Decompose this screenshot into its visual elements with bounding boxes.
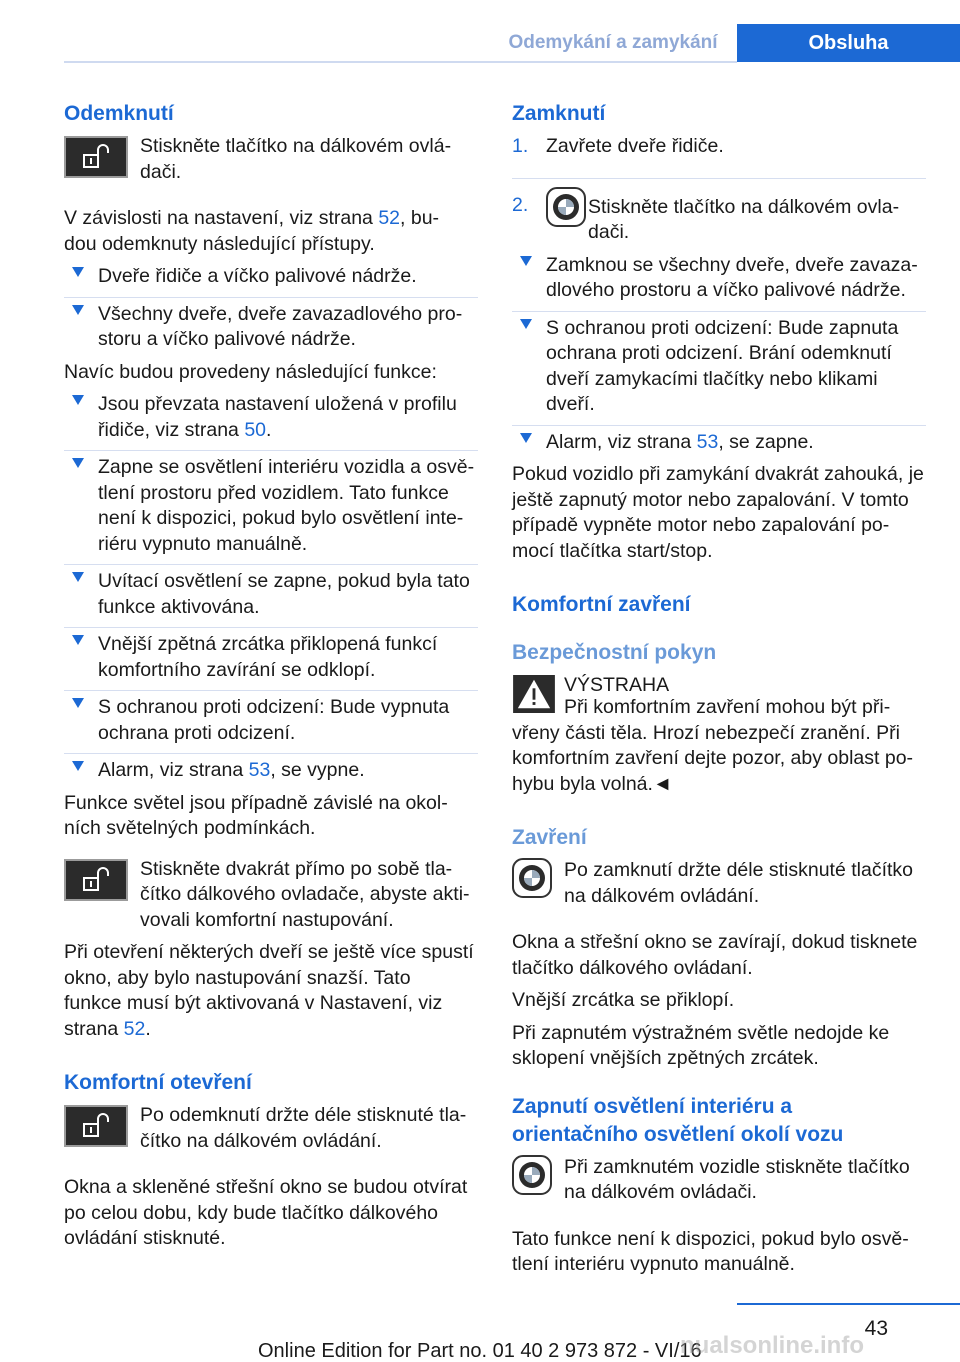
comfort-opening-instruction [64,1103,478,1154]
list-item-text: Zapne se osvětlení interiéru vozidla a osvě- tlení prostoru před vozidlem. Tato funkce není k dispozici, pokud bylo osvětlení inte- riéru vypnuto manuálně. [98,456,475,555]
step-number: 2. [512,193,529,216]
light-functions-paragraph: Funkce světel jsou případně závislé na okol- ních světelných podmínkách. [64,791,448,839]
triangle-bullet-icon [72,698,84,708]
warning-label: VÝSTRAHA [564,674,670,696]
text-span: Alarm, viz strana [546,430,697,453]
edition-text: Online Edition for Part no. 01 40 2 973 872 - VI/16 [258,1340,702,1362]
step-number: 1. [512,135,529,157]
text-span: , se zapne. [718,430,814,453]
triangle-bullet-icon [520,319,532,329]
comfort-entry-instruction [64,857,478,934]
step-text: Stiskněte tlačítko na dálkovém ovla- dači. [588,195,900,243]
mirrors-fold-paragraph: Vnější zrcátka se přiklopí. [512,989,735,1011]
bmw-key-icon [546,187,586,227]
list-item-text: S ochranou proti odcizení: Bude zapnuta ochrana proti odcizení. Brání odemknutí dveří zamykacími tlačítky nebo klikami dveří. [546,316,899,415]
list-item-text: Uvítací osvětlení se zapne, pokud byla tato funkce aktivována. [98,570,470,618]
interior-lighting-heading: Zapnutí osvětlení interiéru a orientačního osvětlení okolí vozu [512,1094,844,1146]
unlock-access-list [64,264,478,353]
warning-text: Při komfortním zavření mohou být při- vřeny části těla. Hrozí nebezpečí zranění. Při komfortním zavření dejte pozor, aby oblast po- hybu byla volná.◄ [512,696,914,795]
list-item-text: Dveře řidiče a víčko palivové nádrže. [98,265,417,287]
list-item [64,450,478,557]
closing-instruction [512,858,926,909]
triangle-bullet-icon [72,267,84,277]
comfort-opening-heading: Komfortní otevření [64,1071,252,1094]
lock-steps [512,134,926,243]
windows-close-paragraph: Okna a střešní okno se zavírají, dokud tisknete tlačítko dálkového ovládaní. [512,931,918,979]
text-span: , bu- dou odemknuty následující přístupy. [64,207,440,255]
header-section-title: Odemykání a zamykání [508,32,718,53]
right-column [512,100,926,1285]
triangle-bullet-icon [520,256,532,266]
left-column [64,100,478,1259]
list-item [64,690,478,746]
text-span: Jsou převzata nastavení uložená v profilu řidiče, viz strana [98,393,457,441]
lock-results-list [512,253,926,456]
additional-functions-paragraph: Navíc budou provedeny následující funkce: [64,360,437,383]
unlock-instruction [64,134,478,185]
step-text: Zavřete dveře řidiče. [546,135,724,157]
list-item [64,297,478,353]
list-item [64,264,478,290]
warning-triangle-icon [512,675,556,713]
triangle-bullet-icon [72,572,84,582]
header-divider [64,61,737,63]
unlock-heading: Odemknutí [64,102,174,125]
step-item [512,178,926,243]
horn-warning-paragraph: Pokud vozidlo při zamykání dvakrát zahouká, je ještě zapnutý motor nebo zapalování. V tomto případě vypněte motor nebo zapalování po- mocí tlačítka start/stop. [512,463,924,562]
page-link-52[interactable]: 52 [123,1017,146,1040]
watermark: nualsonline.info [680,1332,864,1359]
list-item-text: Vnější zpětná zrcátka přiklopená funkcí komfortního zavírání se odklopí. [98,633,438,681]
text-span: . [145,1017,151,1040]
unlock-button-icon [64,1105,128,1147]
triangle-bullet-icon [72,635,84,645]
closing-text: Po zamknutí držte déle stisknuté tlačítko na dálkovém ovládání. [564,859,914,907]
list-item [64,564,478,620]
list-item-text: Zamknou se všechny dveře, dveře zavaza- dlového prostoru a víčko palivové nádrže. [546,253,918,301]
page-link-52[interactable]: 52 [378,207,401,229]
interior-lighting-text: Při zamknutém vozidle stiskněte tlačítko na dálkovém ovládači. [564,1155,910,1203]
list-item [512,253,926,304]
hazard-lights-paragraph: Při zapnutém výstražném světle nedojde ke sklopení vnějších zpětných zrcátek. [512,1021,890,1069]
step-item [512,134,926,160]
lock-heading: Zamknutí [512,102,606,125]
closing-heading: Zavření [512,826,587,849]
text-span: . [266,418,272,441]
text-span: Alarm, viz strana [98,759,249,781]
interior-lighting-instruction [512,1155,926,1206]
comfort-closing-heading: Komfortní zavření [512,593,691,616]
triangle-bullet-icon [520,433,532,443]
unlock-icon-text: Stiskněte tlačítko na dálkovém ovlá- dači. [140,135,452,183]
list-item-text: S ochranou proti odcizení: Bude vypnuta ochrana proti odcizení. [98,696,450,744]
list-item [512,311,926,418]
text-span: Při otevření některých dveří se ještě více spustí okno, aby bylo nastupování snazší. Tato funkce musí být aktivovaná v Nastavení, viz strana [64,941,474,1040]
unlock-button-icon [64,136,128,178]
triangle-bullet-icon [72,395,84,405]
unlock-settings-paragraph [64,206,478,257]
list-item-text [546,431,814,453]
footer-divider [737,1303,960,1305]
triangle-bullet-icon [72,458,84,468]
comfort-entry-text: Stiskněte dvakrát přímo po sobě tla- čítko dálkového ovladače, abyste akti- vovali komfortní nastupování. [140,857,470,931]
triangle-bullet-icon [72,761,84,771]
list-item [64,627,478,683]
list-item-text [98,759,365,781]
page-number: 43 [864,1317,888,1340]
page-link-53[interactable]: 53 [248,759,271,781]
list-item [64,392,478,443]
comfort-opening-text: Po odemknutí držte déle stisknuté tla- čítko na dálkovém ovládání. [140,1104,467,1152]
list-item-text [98,393,457,441]
unlock-button-icon [64,859,128,901]
step-icon-row [546,187,926,243]
window-lowering-paragraph [64,940,478,1042]
bmw-key-icon [512,1155,552,1195]
safety-heading: Bezpečnostní pokyn [512,641,717,664]
windows-open-paragraph: Okna a skleněné střešní okno se budou otvírat po celou dobu, kdy bude tlačítko dálkového ovládání stisknuté. [64,1176,468,1249]
page-link-50[interactable]: 50 [244,418,267,441]
bmw-key-icon [512,858,552,898]
list-item-text: Všechny dveře, dveře zavazadlového pro- storu a víčko palivové nádrže. [98,302,463,350]
list-item [64,753,478,784]
text-span: V závislosti na nastavení, viz strana [64,207,379,229]
triangle-bullet-icon [72,305,84,315]
list-item [512,425,926,456]
header-chapter-tab[interactable]: Obsluha [737,24,960,62]
additional-functions-list [64,392,478,784]
text-span: , se vypne. [270,759,365,781]
interior-lighting-note: Tato funkce není k dispozici, pokud bylo osvě- tlení interiéru vypnuto manuálně. [512,1227,909,1275]
page-link-53[interactable]: 53 [696,430,719,453]
